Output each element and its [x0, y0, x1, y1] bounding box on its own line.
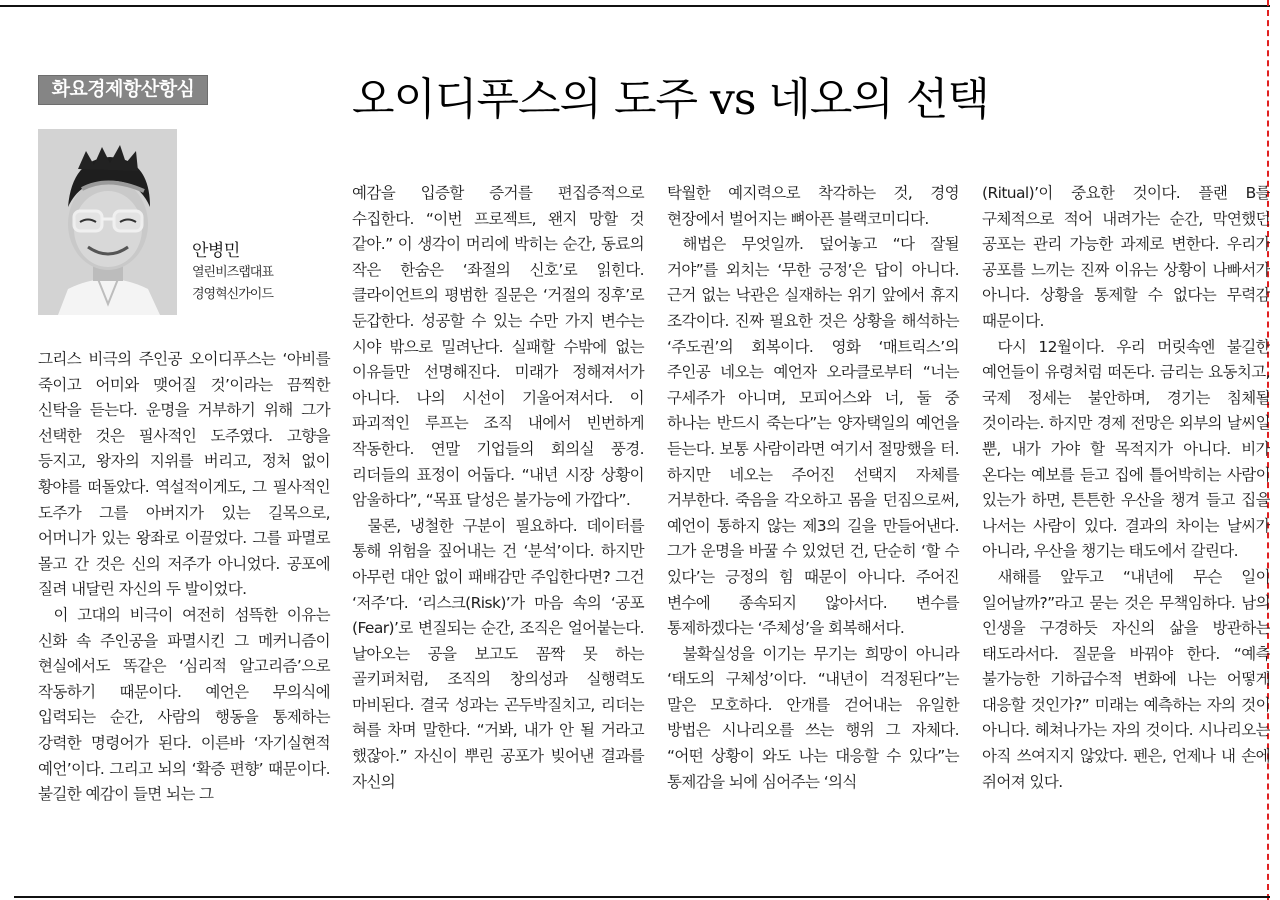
- article-column-3: [667, 181, 959, 887]
- author-name: 안병민: [192, 241, 240, 261]
- paragraph: 해법은 무엇일까. 덮어놓고 “다 잘될 거야”를 외치는 ‘무한 긍정’은 답이 아니다. 근거 없는 낙관은 실재하는 위기 앞에서 휴지 조각이다. 진짜 필요한 것은 상황을 해석하는 ‘주도권’의 회복이다. 영화 ‘매트릭스’의 주인공 네오는 예언자 오라클로부터 “너는 구세주가 아니며, 모피어스와 너, 둘 중 하나는 반드시 죽는다”는 양자택일의 예언을 듣는다. 보통 사람이라면 여기서 절망했을 터. 하지만 네오는 주어진 선택지 자체를 거부한다. 죽음을 각오하고 몸을 던짐으로써, 예언이 통하지 않는 제3의 길을 만들어낸다. 그가 운명을 바꿀 수 있었던 건, 단순히 ‘할 수 있다’는 긍정의 힘 때문이 아니다. 주어진 변수에 종속되지 않아서다. 변수를 통제하겠다는 ‘주체성’을 회복해서다.: [667, 235, 959, 638]
- paragraph: 탁월한 예지력으로 착각하는 것, 경영 현장에서 벌어지는 뼈아픈 블랙코미디다.: [667, 184, 959, 228]
- article-column-1: [38, 347, 330, 887]
- paragraph: 예감을 입증할 증거를 편집증적으로 수집한다. “이번 프로젝트, 왠지 망할 것 같아.” 이 생각이 머리에 박히는 순간, 동료의 작은 한숨은 ‘좌절의 신호’로 읽힌다. 클라이언트의 평범한 질문은 ‘거절의 징후’로 둔갑한다. 성공할 수 있는 수만 가지 변수는 시야 밖으로 밀려난다. 실패할 수밖에 없는 이유들만 선명해진다. 미래가 정해져서가 아니다. 나의 시선이 기울어져서다. 이 파괴적인 루프는 조직 내에서 빈번하게 작동한다. 연말 기업들의 회의실 풍경. 리더들의 표정이 어둡다. “내년 시장 상황이 암울하다”, “목표 달성은 불가능에 가깝다”.: [352, 184, 644, 510]
- paragraph: 물론, 냉철한 구분이 필요하다. 데이터를 통해 위험을 짚어내는 건 ‘분석’이다. 하지만 아무런 대안 없이 패배감만 주입한다면? 그건 ‘저주’다. ‘리스크(Risk)’가 마음 속의 ‘공포(Fear)’로 변질되는 순간, 조직은 얼어붙는다. 날아오는 공을 보고도 꼼짝 못 하는 골키퍼처럼, 조직의 창의성과 실행력도 마비된다. 결국 성과는 곤두박질치고, 리더는 혀를 차며 말한다. “거봐, 내가 안 될 거라고 했잖아.” 자신이 뿌린 공포가 빚어낸 결과를 자신의: [352, 516, 644, 791]
- paragraph: (Ritual)’이 중요한 것이다. 플랜 B를 구체적으로 적어 내려가는 순간, 막연했던 공포는 관리 가능한 과제로 변한다. 우리가 공포를 느끼는 진짜 이유는 상황이 나빠서가 아니다. 상황을 통제할 수 없다는 무력감 때문이다.: [982, 184, 1270, 330]
- bottom-rule: [14, 896, 1270, 898]
- author-title-2: 경영혁신가이드: [192, 287, 273, 302]
- author-photo: [38, 129, 177, 315]
- author-title-1: 열린비즈랩대표: [192, 265, 273, 280]
- author-portrait-icon: [38, 129, 177, 315]
- paragraph: 다시 12월이다. 우리 머릿속엔 불길한 예언들이 유령처럼 떠돈다. 금리는 요동치고, 국제 정세는 불안하며, 경기는 침체될 것이라는. 하지만 경제 전망은 외부의 날씨일 뿐, 내가 가야 할 목적지가 아니다. 비가 온다는 예보를 듣고 집에 틀어박히는 사람이 있는가 하면, 튼튼한 우산을 챙겨 들고 집을 나서는 사람이 있다. 결과의 차이는 날씨가 아니라, 우산을 챙기는 태도에서 갈린다.: [982, 337, 1270, 561]
- paragraph: 불확실성을 이기는 무기는 희망이 아니라 ‘태도의 구체성’이다. “내년이 걱정된다”는 말은 모호하다. 안개를 걷어내는 유일한 방법은 시나리오를 쓰는 행위 그 자체다. “어떤 상황이 와도 나는 대응할 수 있다”는 통제감을 뇌에 심어주는 ‘의식: [667, 644, 959, 791]
- paragraph: 새해를 앞두고 “내년에 무슨 일이 일어날까?”라고 묻는 것은 무책임하다. 남의 인생을 구경하듯 자신의 삶을 방관하는 태도라서다. 질문을 바꿔야 한다. “예측 불가능한 기하급수적 변화에 나는 어떻게 대응할 것인가?” 미래는 예측하는 자의 것이 아니다. 헤쳐나가는 자의 것이다. 시나리오는 아직 쓰여지지 않았다. 펜은, 언제나 내 손에 쥐어져 있다.: [982, 567, 1270, 791]
- article-column-2: [352, 181, 644, 887]
- top-rule: [0, 5, 1270, 7]
- paragraph: 그리스 비극의 주인공 오이디푸스는 ‘아비를 죽이고 어미와 맺어질 것’이라는 끔찍한 신탁을 듣는다. 운명을 거부하기 위해 그가 선택한 것은 필사적인 도주였다. 고향을 등지고, 왕자의 지위를 버리고, 정처 없이 황야를 떠돌았다. 역설적이게도, 그 필사적인 도주가 그를 아버지가 있는 길목으로, 어머니가 있는 왕좌로 이끌었다. 그를 파멸로 몰고 간 것은 신의 저주가 아니었다. 공포에 질려 내달린 자신의 두 발이었다.: [38, 350, 330, 599]
- headline: 오이디푸스의 도주 vs 네오의 선택: [352, 74, 989, 125]
- author-byline: [192, 240, 332, 306]
- section-tag: 화요경제항산항심: [38, 75, 208, 105]
- paragraph: 이 고대의 비극이 여전히 섬뜩한 이유는 신화 속 주인공을 파멸시킨 그 메커니즘이 현실에서도 똑같은 ‘심리적 알고리즘’으로 작동하기 때문이다. 예언은 무의식에 입력되는 순간, 사람의 행동을 통제하는 강력한 명령어가 된다. 이른바 ‘자기실현적 예언’이다. 그리고 뇌의 ‘확증 편향’ 때문이다. 불길한 예감이 들면 뇌는 그: [38, 605, 330, 804]
- article-column-4: [982, 181, 1270, 887]
